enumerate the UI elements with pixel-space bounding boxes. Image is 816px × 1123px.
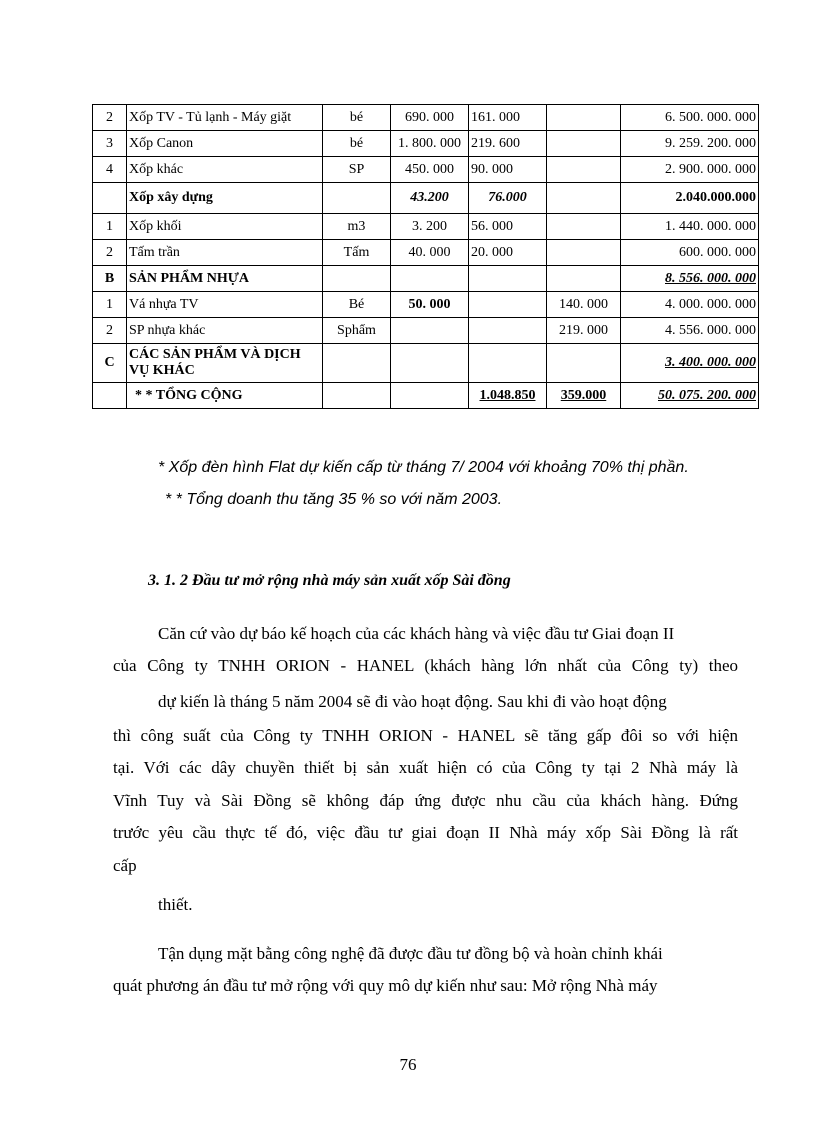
table-row: 2 Tấm trần Tấm 40. 000 20. 000 600. 000. 000: [93, 240, 759, 266]
table-row: C CÁC SẢN PHẨM VÀ DỊCH VỤ KHÁC 3. 400. 000. 000: [93, 344, 759, 383]
paragraph-line: trước yêu cầu thực tế đó, việc đầu tư giai đoạn II Nhà máy xốp Sài Đồng là rất: [113, 823, 738, 842]
page-number: 76: [399, 1055, 417, 1074]
table-row: 1 Vá nhựa TV Bé 50. 000 140. 000 4. 000. 000. 000: [93, 292, 759, 318]
paragraph-line: của Công ty TNHH ORION - HANEL (khách hàng lớn nhất của Công ty) theo: [113, 656, 738, 675]
paragraph-line: tại. Với các dây chuyền thiết bị sản xuất hiện có của Công ty tại 2 Nhà máy là: [113, 758, 738, 777]
paragraph-line: quát phương án đầu tư mở rộng với quy mô dự kiến như sau: Mở rộng Nhà máy: [113, 976, 658, 995]
paragraph-line: Vĩnh Tuy và Sài Đồng sẽ không đáp ứng được nhu cầu của khách hàng. Đứng: [113, 791, 738, 810]
table-row: Xốp xây dựng 43.200 76.000 2.040.000.000: [93, 183, 759, 214]
paragraph-line: dự kiến là tháng 5 năm 2004 sẽ đi vào hoạt động. Sau khi đi vào hoạt động: [158, 692, 667, 711]
table-row: 4 Xốp khác SP 450. 000 90. 000 2. 900. 000. 000: [93, 157, 759, 183]
paragraph-line: thiết.: [158, 895, 193, 914]
table-row: * * TỔNG CỘNG 1.048.850 359.000 50. 075. 200. 000: [93, 383, 759, 409]
paragraph-line: cấp: [113, 856, 137, 875]
table-row: 3 Xốp Canon bé 1. 800. 000 219. 600 9. 259. 200. 000: [93, 131, 759, 157]
paragraph-line: Căn cứ vào dự báo kế hoạch của các khách hàng và việc đầu tư Giai đoạn II: [158, 624, 675, 643]
paragraph-line: thì công suất của Công ty TNHH ORION - HANEL sẽ tăng gấp đôi so với hiện: [113, 726, 738, 745]
table-note: * Xốp đèn hình Flat dự kiến cấp từ tháng 7/ 2004 với khoảng 70% thị phần.: [158, 459, 689, 476]
revenue-table: [92, 104, 759, 409]
paragraph-line: Tận dụng mặt bằng công nghệ đã được đầu tư đồng bộ và hoàn chỉnh khái: [158, 944, 663, 963]
section-heading: 3. 1. 2 Đầu tư mở rộng nhà máy sản xuất xốp Sài đồng: [148, 572, 511, 589]
table-row: 2 Xốp TV - Tủ lạnh - Máy giặt bé 690. 000 161. 000 6. 500. 000. 000: [93, 105, 759, 131]
table-row: 2 SP nhựa khác Sphẩm 219. 000 4. 556. 000. 000: [93, 318, 759, 344]
table-row: 1 Xốp khối m3 3. 200 56. 000 1. 440. 000. 000: [93, 214, 759, 240]
table-note: * * Tổng doanh thu tăng 35 % so với năm 2003.: [165, 491, 503, 508]
table-row: B SẢN PHẨM NHỰA 8. 556. 000. 000: [93, 266, 759, 292]
